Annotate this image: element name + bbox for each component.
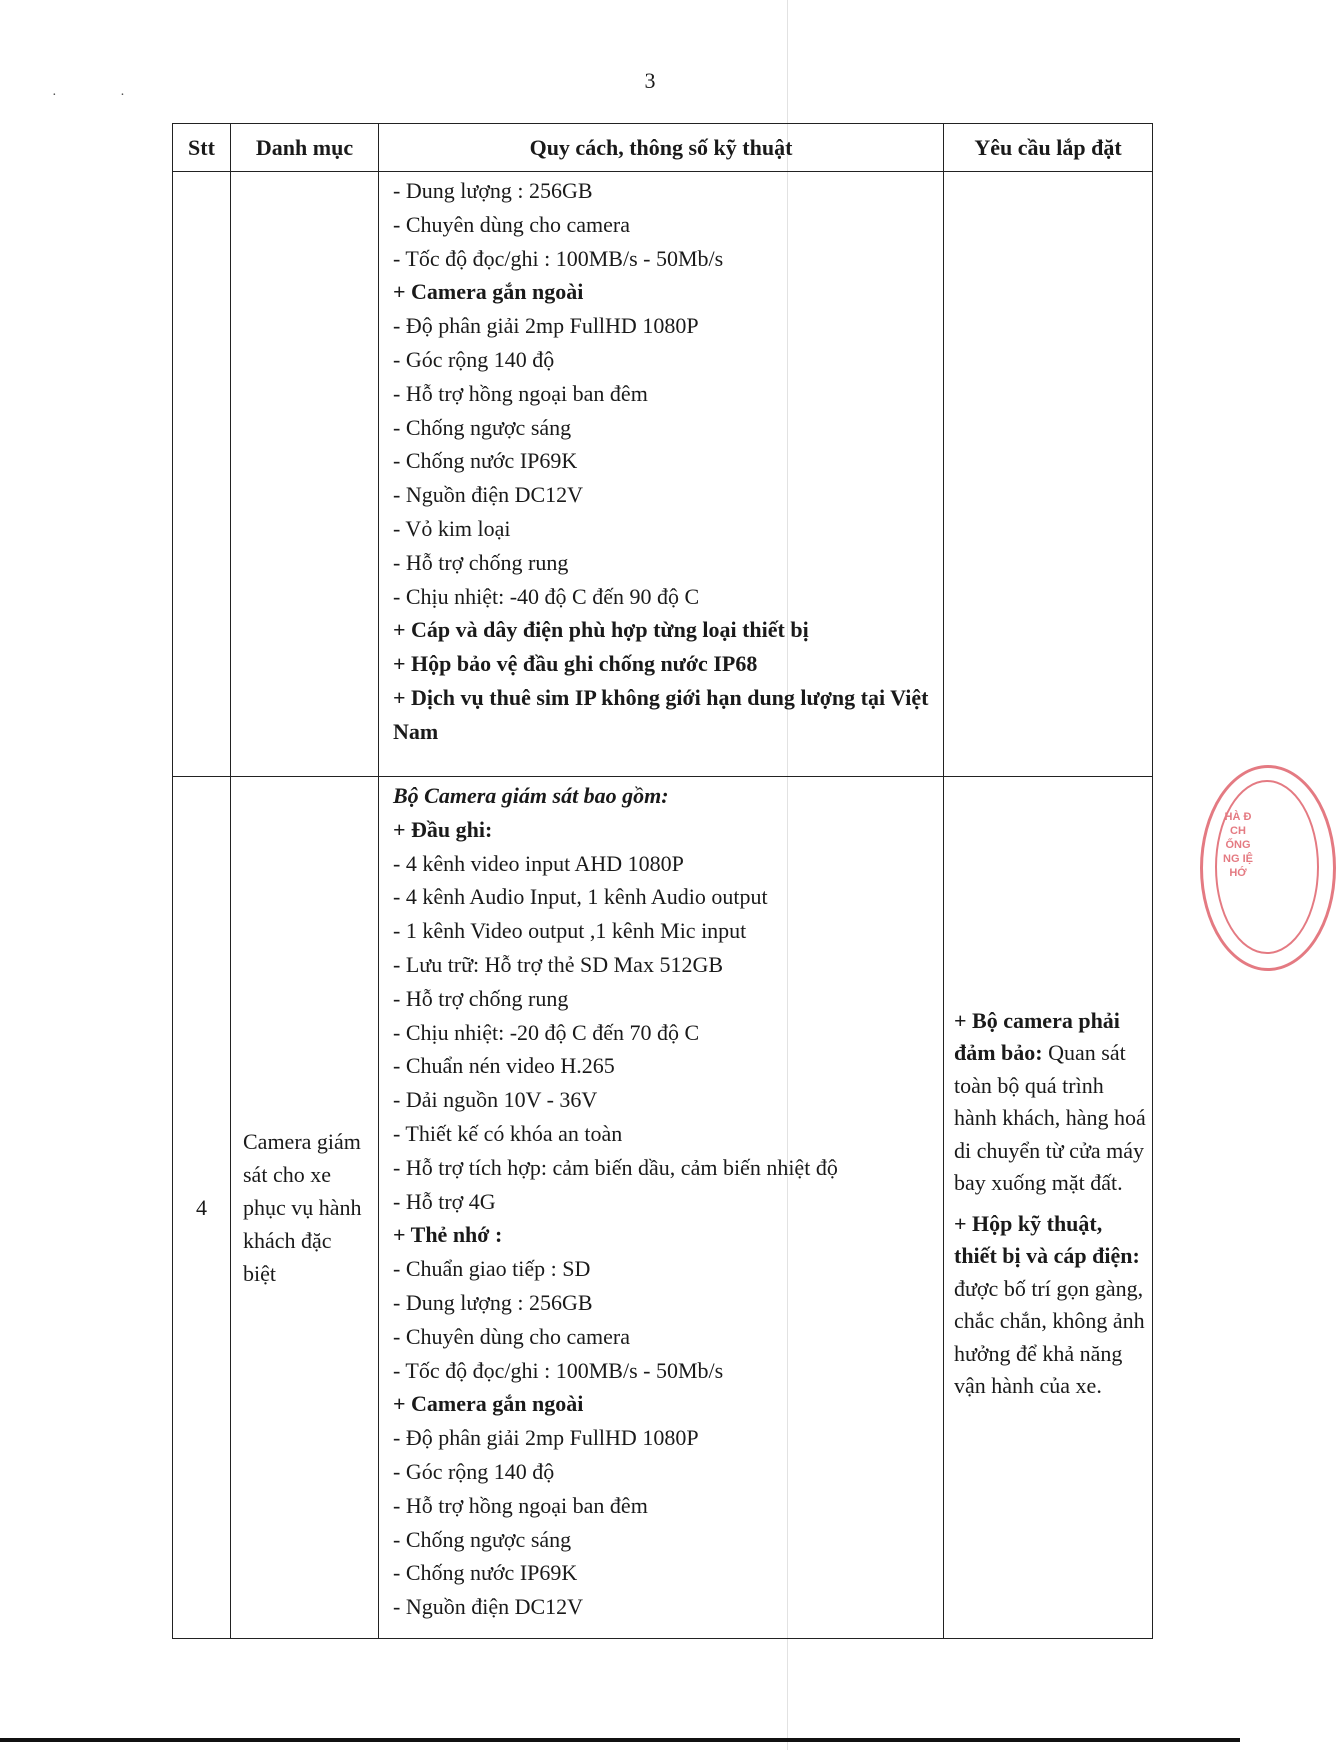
- spec-line: - Hỗ trợ hồng ngoại ban đêm: [393, 380, 648, 406]
- header-specs: Quy cách, thông số kỹ thuật: [379, 124, 944, 172]
- spec-line: - Hỗ trợ hồng ngoại ban đêm: [393, 1492, 648, 1518]
- spec-line: - Góc rộng 140 độ: [393, 346, 555, 372]
- row-specs-cell: [379, 777, 944, 1639]
- spec-line: - Chống ngược sáng: [393, 1526, 572, 1552]
- row-category: Camera giám sát cho xe phục vụ hành khách đặc biệt: [231, 777, 379, 1639]
- spec-line: - Dải nguồn 10V - 36V: [393, 1087, 598, 1113]
- spec-line: - 4 kênh Audio Input, 1 kênh Audio output: [393, 884, 768, 910]
- spec-line: - Nguồn điện DC12V: [393, 1594, 584, 1620]
- install-box-title: + Hộp kỹ thuật, thiết bị và cáp điện:: [954, 1210, 1140, 1268]
- margin-dots: · ·: [52, 88, 155, 103]
- header-category: Danh mục: [231, 124, 379, 172]
- company-seal: [1200, 765, 1336, 971]
- row-stt: 4: [173, 777, 231, 1639]
- spec-line: - Chuẩn giao tiếp : SD: [393, 1256, 591, 1282]
- spec-line: - 4 kênh video input AHD 1080P: [393, 850, 684, 876]
- spec-line: Bộ Camera giám sát bao gồm:: [393, 783, 669, 808]
- spec-line: + Camera gắn ngoài: [393, 279, 584, 305]
- spec-line: + Dịch vụ thuê sim IP không giới hạn dung lượng tại Việt Nam: [393, 684, 929, 744]
- spec-line: + Thẻ nhớ :: [393, 1222, 503, 1248]
- spec-line: + Cáp và dây điện phù hợp từng loại thiết bị: [393, 617, 809, 643]
- spec-line: - Nguồn điện DC12V: [393, 482, 584, 508]
- spec-line: - Hỗ trợ 4G: [393, 1188, 496, 1214]
- install-box-text: được bố trí gọn gàng, chắc chắn, không ảnh hưởng để khả năng vận hành của xe.: [954, 1275, 1145, 1398]
- cont-stt-cell: [173, 172, 231, 777]
- spec-line: - Chống nước IP69K: [393, 448, 578, 474]
- spec-line: - Chuẩn nén video H.265: [393, 1053, 615, 1079]
- spec-line: - Tốc độ đọc/ghi : 100MB/s - 50Mb/s: [393, 245, 724, 271]
- spec-line: - Chống nước IP69K: [393, 1560, 578, 1586]
- spec-line: - Tốc độ đọc/ghi : 100MB/s - 50Mb/s: [393, 1357, 724, 1383]
- spec-line: - Dung lượng : 256GB: [393, 178, 593, 203]
- page-number: 3: [644, 68, 656, 93]
- row-install-cell: [944, 777, 1153, 1639]
- spec-line: - Chuyên dùng cho camera: [393, 1323, 631, 1349]
- spec-line: - Vỏ kim loại: [393, 515, 511, 541]
- row-specs-list: [393, 779, 937, 1624]
- spec-line: - 1 kênh Video output ,1 kênh Mic input: [393, 918, 747, 944]
- spec-line: + Camera gắn ngoài: [393, 1391, 584, 1417]
- spec-line: - Lưu trữ: Hỗ trợ thẻ SD Max 512GB: [393, 951, 724, 977]
- table-row: [173, 777, 1153, 1639]
- spec-line: + Đầu ghi:: [393, 816, 493, 842]
- spec-line: - Dung lượng : 256GB: [393, 1289, 593, 1315]
- spec-line: - Chịu nhiệt: -20 độ C đến 70 độ C: [393, 1019, 700, 1045]
- spec-line: + Hộp bảo vệ đầu ghi chống nước IP68: [393, 651, 758, 677]
- header-install: Yêu cầu lắp đặt: [944, 124, 1153, 172]
- cont-install-cell: [944, 172, 1153, 777]
- install-camera-text: Quan sát toàn bộ quá trình hành khách, hàng hoá di chuyển từ cửa máy bay xuống mặt đất.: [954, 1040, 1146, 1195]
- spec-line: - Hỗ trợ tích hợp: cảm biến dầu, cảm biến nhiệt độ: [393, 1154, 838, 1180]
- cont-specs-cell: [379, 172, 944, 777]
- spec-line: - Chịu nhiệt: -40 độ C đến 90 độ C: [393, 583, 700, 609]
- spec-line: - Hỗ trợ chống rung: [393, 985, 569, 1011]
- table-header-row: [173, 124, 1153, 172]
- spec-line: - Chống ngược sáng: [393, 414, 572, 440]
- header-stt: Stt: [173, 124, 231, 172]
- table-row-continuation: [173, 172, 1153, 777]
- cont-specs-list: [393, 174, 937, 749]
- spec-line: - Độ phân giải 2mp FullHD 1080P: [393, 1425, 699, 1451]
- cont-category-cell: [231, 172, 379, 777]
- install-camera-block: [954, 1005, 1146, 1200]
- spec-line: - Độ phân giải 2mp FullHD 1080P: [393, 313, 699, 339]
- spec-line: - Thiết kế có khóa an toàn: [393, 1120, 623, 1146]
- specs-table: [172, 123, 1153, 1639]
- spec-line: - Hỗ trợ chống rung: [393, 549, 569, 575]
- scan-bottom-edge: [0, 1738, 1240, 1742]
- spec-line: - Góc rộng 140 độ: [393, 1458, 555, 1484]
- spec-line: - Chuyên dùng cho camera: [393, 211, 631, 237]
- company-seal-text: HÀ Đ CH ỐNG NG IỆ HỚ: [1223, 811, 1253, 879]
- install-camera-title: + Bộ camera phải đảm bảo:: [954, 1007, 1120, 1065]
- install-box-block: [954, 1208, 1146, 1403]
